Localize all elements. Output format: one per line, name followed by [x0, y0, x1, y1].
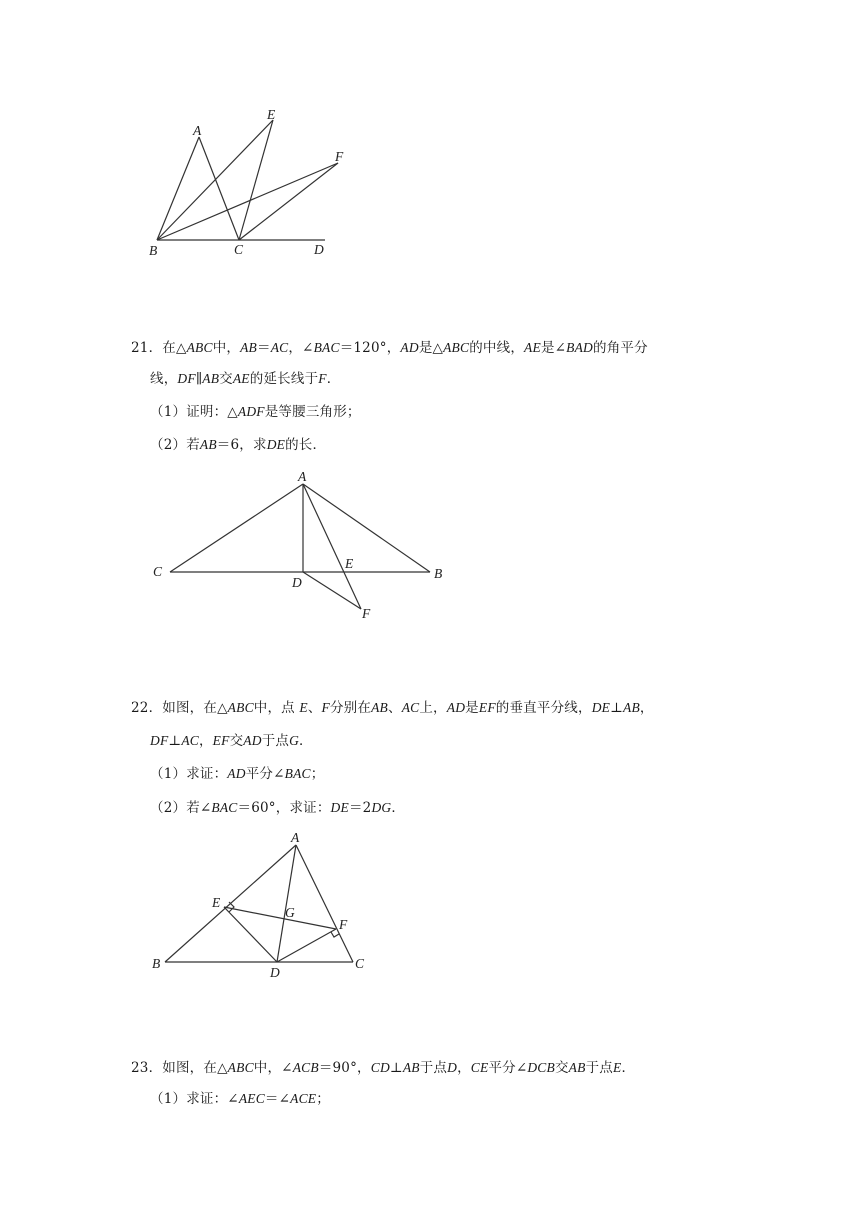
- label-E: E: [212, 895, 221, 910]
- q23-line-1: 23．如图，在△ABC中，∠ACB＝90°，CD⊥AB于点D，CE平分∠DCB交AB于点E．: [131, 1060, 636, 1076]
- label-A: A: [193, 123, 202, 138]
- label-D: D: [270, 965, 280, 980]
- q21-line-2: 线，DF∥AB交AE的延长线于F．: [150, 371, 341, 387]
- label-C: C: [153, 564, 163, 579]
- q22-line-1: 22．如图，在△ABC中，点 E、F分别在AB、AC上，AD是EF的垂直平分线，DE⊥AB，: [131, 700, 654, 716]
- q23-number: 23．: [131, 1060, 163, 1076]
- q22-part-2: （2）若∠BAC＝60°，求证：DE＝2DG．: [150, 800, 406, 816]
- label-E: E: [267, 107, 276, 122]
- label-D: D: [314, 242, 324, 257]
- q21-part-2: （2）若AB＝6，求DE的长．: [150, 437, 327, 453]
- q22-part-1: （1）求证：AD平分∠BAC；: [150, 766, 325, 782]
- label-C: C: [355, 956, 365, 971]
- q21-part-1: （1）证明：△ADF是等腰三角形；: [150, 404, 361, 420]
- label-D: D: [292, 575, 302, 590]
- label-B: B: [149, 243, 158, 258]
- label-F: F: [339, 917, 348, 932]
- q21-line-1: 21．在△ABC中，AB＝AC，∠BAC＝120°，AD是△ABC的中线，AE是∠BAD的角平分: [131, 340, 648, 356]
- q21-number: 21．: [131, 340, 163, 356]
- label-G: G: [285, 905, 295, 920]
- label-A: A: [298, 469, 307, 484]
- label-C: C: [234, 242, 244, 257]
- q23-part-1: （1）求证：∠AEC＝∠ACE；: [150, 1091, 330, 1107]
- q22-number: 22．: [131, 700, 163, 716]
- label-A: A: [291, 830, 300, 845]
- q22-line-2: DF⊥AC，EF交AD于点G．: [150, 733, 313, 749]
- label-B: B: [152, 956, 161, 971]
- label-E: E: [345, 556, 354, 571]
- label-B: B: [434, 566, 443, 581]
- label-F: F: [362, 606, 371, 621]
- label-F: F: [335, 149, 344, 164]
